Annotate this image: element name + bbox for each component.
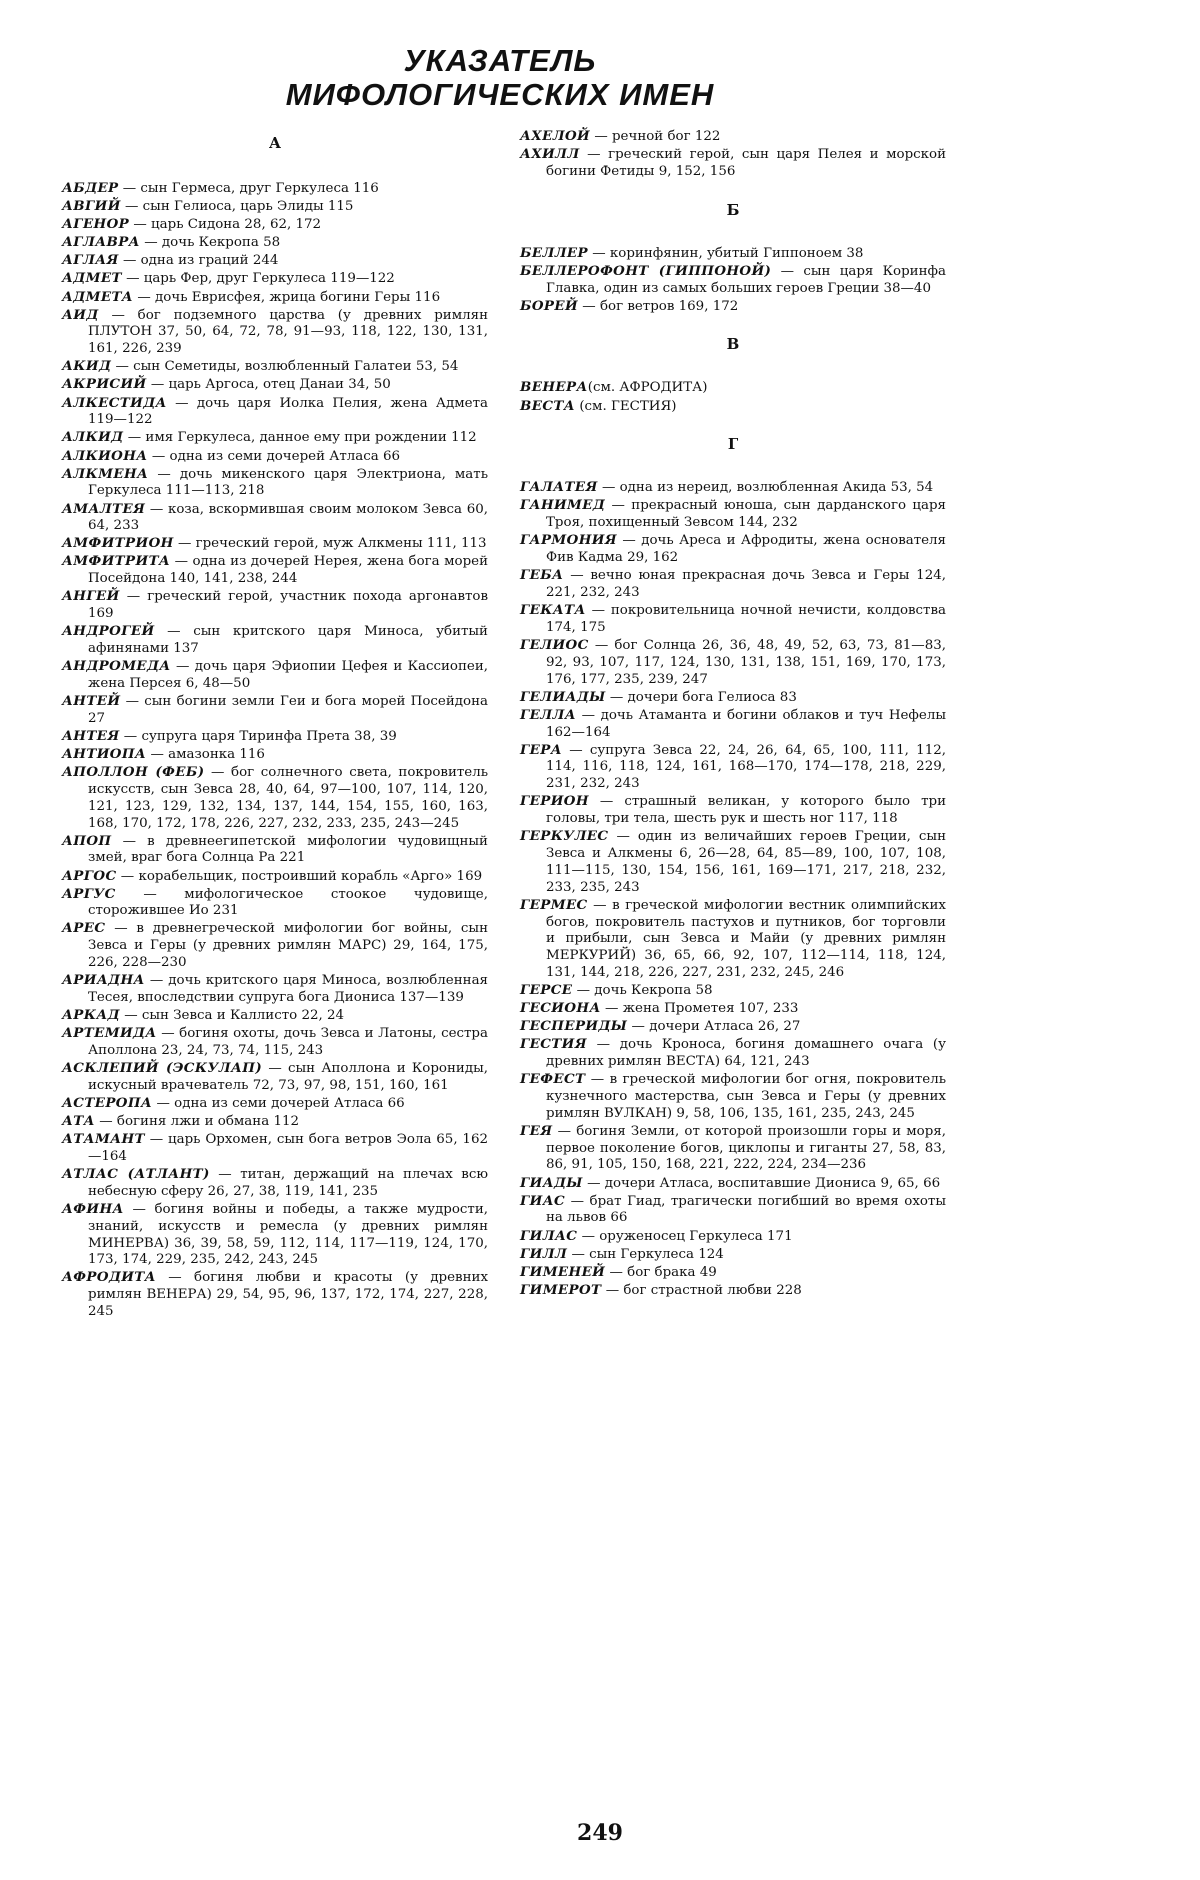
index-entry (520, 828, 946, 896)
entry-headword: ГАРМОНИЯ (520, 532, 618, 549)
index-entry (520, 1018, 946, 1036)
entry-headword: АПОП (62, 832, 112, 849)
entry-description: — жена Прометея 107, 233 (600, 1001, 799, 1017)
entry-description: — один из величайших героев Греции, сын Зевса и Алкмены 6, 26—28, 64, 85—89, 100, 107, 108, 111—115, 130, 154, 156, 161, 169—171, 217, 218, 232, 233, 235, 243 (546, 829, 946, 895)
index-entry (62, 623, 488, 658)
index-entry (520, 637, 946, 688)
entry-headword: АЛКЕСТИДА (62, 394, 167, 411)
index-entry (520, 1071, 946, 1122)
entry-description: — одна из нереид, возлюбленная Акида 53, 54 (597, 480, 934, 496)
index-entry (520, 1282, 946, 1300)
index-entry (62, 1095, 488, 1113)
entry-description: — дочери Атласа, воспитавшие Диониса 9, 65, 66 (582, 1175, 941, 1191)
title-line-2: МИФОЛОГИЧЕСКИХ ИМЕН (285, 77, 715, 112)
entry-description: — вечно юная прекрасная дочь Зевса и Геры 124, 221, 232, 243 (546, 568, 946, 601)
entry-description: — корабельщик, построивший корабль «Арго» 169 (116, 868, 483, 884)
index-entry (520, 263, 946, 298)
entry-headword: АГЛАЯ (62, 252, 119, 269)
entry-description: — царь Фер, друг Геркулеса 119—122 (121, 271, 395, 287)
entry-description: — богиня Земли, от которой произошли горы и моря, первое поколение богов, циклопы и гиганты 27, 58, 83, 86, 91, 105, 150, 168, 221, 222, 224, 234—236 (546, 1123, 946, 1173)
entry-headword: ВЕСТА (520, 397, 576, 414)
entry-headword: АГЛАВРА (62, 234, 140, 251)
index-entry (62, 833, 488, 868)
entry-headword: ГИЛЛ (520, 1245, 568, 1262)
index-entry (62, 972, 488, 1007)
entry-headword: АНГЕЙ (62, 588, 120, 605)
entry-headword: ГАНИМЕД (520, 497, 606, 514)
entry-description: — оруженосец Геркулеса 171 (577, 1228, 793, 1244)
entry-headword: ГИАДЫ (520, 1174, 583, 1191)
entry-description: — сын Гелиоса, царь Элиды 115 (120, 199, 354, 215)
entry-description: — мифологическое стоокое чудовище, сторожившее Ио 231 (88, 886, 488, 919)
index-entry (520, 1175, 946, 1193)
index-entry (520, 479, 946, 497)
entry-headword: АТЛАС (АТЛАНТ) (62, 1166, 210, 1183)
entry-headword: АФИНА (62, 1200, 124, 1217)
entry-headword: ГИМЕНЕЙ (520, 1263, 606, 1280)
entry-headword: АКИД (62, 358, 112, 375)
entry-description: — дочь Атаманта и богини облаков и туч Нефелы 162—164 (546, 707, 946, 740)
index-entry (62, 270, 488, 288)
entry-description: — супруга Зевса 22, 24, 26, 64, 65, 100, 111, 112, 114, 116, 118, 124, 161, 168—170, 174—178, 218, 229, 231, 232, 243 (546, 742, 946, 792)
entry-headword: АДМЕТ (62, 270, 122, 287)
entry-description: — царь Орхомен, сын бога ветров Эола 65, 162—164 (88, 1132, 488, 1164)
entry-description: — амазонка 116 (146, 747, 265, 763)
index-entry (520, 707, 946, 742)
entry-description: — бог солнечного света, покровитель искусств, сын Зевса 28, 40, 64, 97—100, 107, 114, 120, 121, 123, 129, 132, 134, 137, 144, 154, 155, 160, 163, 168, 170, 172, 178, 226, 227, 232, 233, 235, 243—245 (88, 765, 488, 831)
entry-description: — сын богини земли Геи и бога морей Посейдона 27 (88, 694, 488, 726)
index-entry (62, 180, 488, 198)
entry-headword: БОРЕЙ (520, 297, 579, 314)
entry-headword: АРКАД (62, 1007, 120, 1024)
index-entry (62, 1007, 488, 1025)
index-entry (520, 532, 946, 567)
entry-description: — греческий герой, участник похода аргонавтов 169 (88, 589, 488, 622)
section-letter: А (268, 134, 282, 152)
entry-description: — сын Зевса и Каллисто 22, 24 (119, 1008, 345, 1024)
left-column (62, 128, 488, 1321)
index-entry (520, 689, 946, 707)
entry-description: — дочь царя Эфиопии Цефея и Кассиопеи, жена Персея 6, 48—50 (88, 659, 488, 691)
entry-headword: ГЕБА (520, 567, 564, 584)
entry-headword: ГЕЛИАДЫ (520, 688, 606, 705)
entry-description: — дочь Еврисфея, жрица богини Геры 116 (133, 289, 441, 305)
entry-description: — дочь Кекропа 58 (140, 235, 281, 251)
index-entry (520, 897, 946, 982)
index-entry (62, 1025, 488, 1060)
entry-description: — сын критского царя Миноса, убитый афинянами 137 (88, 624, 488, 657)
entry-description: — сын Геркулеса 124 (567, 1246, 724, 1262)
page-number: 249 (577, 1820, 623, 1846)
entry-description: — богиня лжи и обмана 112 (94, 1114, 300, 1130)
index-entry (62, 728, 488, 746)
index-entry (520, 602, 946, 637)
entry-headword: АБДЕР (62, 180, 119, 196)
entry-description: — царь Аргоса, отец Данаи 34, 50 (146, 377, 391, 393)
entry-description: — бог Солнца 26, 36, 48, 49, 52, 63, 73, 81—83, 92, 93, 107, 117, 124, 130, 131, 138, 151, 169, 170, 173, 176, 177, 235, 239, 247 (546, 638, 946, 687)
index-entry (62, 920, 488, 971)
index-entry (520, 567, 946, 602)
entry-headword: АНТИОПА (62, 746, 147, 763)
entry-description: — дочери Атласа 26, 27 (627, 1019, 801, 1035)
index-entry (62, 1113, 488, 1131)
entry-description: — дочь царя Иолка Пелия, жена Адмета 119—122 (88, 395, 488, 428)
entry-headword: ГЕСПЕРИДЫ (520, 1018, 628, 1035)
entry-description: — сын царя Коринфа Главка, один из самых больших героев Греции 38—40 (546, 263, 946, 296)
entry-headword: ГЕРКУЛЕС (520, 828, 609, 845)
entry-description: — дочь микенского царя Электриона, мать Геркулеса 111—113, 218 (88, 466, 488, 499)
entry-headword: АХЕЛОЙ (520, 128, 591, 144)
entry-headword: АМФИТРИОН (62, 535, 174, 552)
index-entry (62, 693, 488, 728)
entry-headword: АЛКИД (62, 429, 124, 446)
index-entry (62, 588, 488, 623)
index-entry (62, 764, 488, 832)
entry-headword: АНДРОГЕЙ (62, 623, 155, 640)
entry-headword: ГЕРА (520, 741, 563, 758)
entry-description: — дочь Ареса и Афродиты, жена основателя Фив Кадма 29, 162 (546, 533, 946, 566)
index-entry (62, 1166, 488, 1201)
entry-description: — сын Аполлона и Корониды, искусный врачеватель 72, 73, 97, 98, 151, 160, 161 (88, 1061, 488, 1093)
entry-headword: ГЕСИОНА (520, 1000, 601, 1017)
entry-headword: ВЕНЕРА (520, 379, 588, 396)
index-entry (520, 245, 946, 263)
index-entry (520, 793, 946, 828)
entry-headword: АРЕС (62, 920, 106, 937)
index-entry (62, 535, 488, 553)
entry-headword: АДМЕТА (62, 288, 134, 305)
index-entry (62, 1269, 488, 1320)
section-letter: Г (727, 435, 739, 454)
entry-description: — одна из граций 244 (118, 253, 279, 269)
index-entry (520, 1264, 946, 1282)
entry-headword: ГАЛАТЕЯ (520, 479, 598, 496)
entry-headword: ГЕСТИЯ (520, 1036, 587, 1053)
index-entry (520, 398, 946, 416)
index-entry (62, 658, 488, 693)
entry-description: — богиня любви и красоты (у древних римлян ВЕНЕРА) 29, 54, 95, 96, 137, 172, 174, 227, 228, 245 (88, 1270, 488, 1319)
entry-headword: БЕЛЛЕР (520, 244, 589, 261)
index-entry (62, 234, 488, 252)
entry-description: — богиня войны и победы, а также мудрости, знаний, искусств и ремесла (у древних римлян МИНЕРВА) 36, 39, 58, 59, 112, 114, 117—119, 124, 170, 173, 174, 229, 235, 242, 243, 245 (88, 1201, 488, 1268)
index-entry (62, 307, 488, 358)
entry-description: — дочь критского царя Миноса, возлюбленная Тесея, впоследствии супруга бога Диониса 137—139 (88, 973, 488, 1005)
entry-description: (см. ГЕСТИЯ) (575, 398, 677, 414)
entry-description: — греческий герой, муж Алкмены 111, 113 (173, 536, 487, 552)
entry-description: — брат Гиад, трагически погибший во время охоты на львов 66 (546, 1193, 946, 1226)
entry-headword: АЛКИОНА (62, 447, 148, 464)
entry-headword: ГЕРМЕС (520, 896, 588, 913)
entry-description: — бог подземного царства (у древних римлян ПЛУТОН 37, 50, 64, 72, 78, 91—93, 118, 122, 130, 131, 161, 226, 239 (88, 307, 488, 357)
entry-description: — речной бог 122 (590, 129, 721, 144)
entry-headword: АМФИТРИТА (62, 553, 171, 570)
entry-headword: ГЕЯ (520, 1122, 553, 1139)
entry-headword: АТАМАНТ (62, 1131, 145, 1148)
entry-headword: ГЕЛЛА (520, 706, 577, 723)
entry-description: — дочери бога Гелиоса 83 (605, 689, 797, 705)
entry-description: — сын Гермеса, друг Геркулеса 116 (118, 181, 379, 196)
entry-headword: АВГИЙ (62, 198, 121, 215)
entry-headword: АТА (62, 1113, 95, 1130)
index-entry (62, 358, 488, 376)
index-entry (520, 1228, 946, 1246)
entry-description: — супруга царя Тиринфа Прета 38, 39 (119, 728, 397, 744)
entry-headword: АСТЕРОПА (62, 1094, 153, 1111)
index-entry (62, 216, 488, 234)
index-entry (520, 146, 946, 181)
index-entry (62, 1060, 488, 1095)
entry-headword: АНДРОМЕДА (62, 658, 171, 675)
entry-description: — бог страстной любви 228 (601, 1282, 802, 1298)
index-entry (62, 466, 488, 501)
index-entry (62, 501, 488, 536)
entry-description: — покровительница ночной нечисти, колдовства 174, 175 (546, 603, 946, 635)
entry-description: — в греческой мифологии бог огня, покровитель кузнечного мастерства, сын Зевса и Геры (у древних римлян ВУЛКАН) 9, 58, 106, 135, 161, 235, 243, 245 (546, 1072, 946, 1121)
entry-headword: АРТЕМИДА (62, 1025, 157, 1042)
right-column (520, 128, 946, 1300)
entry-headword: ГЕФЕСТ (520, 1071, 586, 1088)
entry-headword: АИД (62, 306, 99, 323)
entry-headword: ГЕРСЕ (520, 982, 573, 999)
entry-headword: ГИМЕРОТ (520, 1281, 602, 1298)
entry-description: — страшный великан, у которого было три головы, три тела, шесть рук и шесть ног 117, 118 (546, 794, 946, 827)
entry-description: — прекрасный юноша, сын дарданского царя Троя, похищенный Зевсом 144, 232 (546, 498, 946, 531)
entry-description: — имя Геркулеса, данное ему при рождении 112 (123, 430, 477, 446)
entry-headword: ГЕЛИОС (520, 637, 589, 654)
index-entry (520, 1193, 946, 1228)
index-entry (62, 252, 488, 270)
page-title (0, 44, 1000, 112)
entry-headword: АРИАДНА (62, 972, 145, 989)
index-entry (62, 868, 488, 886)
section-letter: В (726, 335, 740, 354)
index-entry (520, 1036, 946, 1071)
entry-description: — титан, держащий на плечах всю небесную сферу 26, 27, 38, 119, 141, 235 (88, 1167, 488, 1199)
entry-headword: ГЕКАТА (520, 602, 586, 619)
entry-description: — коза, вскормившая своим молоком Зевса 60, 64, 233 (88, 501, 488, 534)
entry-headword: ГЕРИОН (520, 793, 589, 810)
index-entry (520, 379, 946, 397)
entry-headword: БЕЛЛЕРОФОНТ (ГИППОНОЙ) (520, 262, 772, 279)
entry-description: — дочь Кроноса, богиня домашнего очага (у древних римлян ВЕСТА) 64, 121, 243 (546, 1037, 946, 1070)
entry-headword: ГИАС (520, 1192, 566, 1209)
entry-headword: АРГОС (62, 867, 117, 884)
entry-headword: АПОЛЛОН (ФЕБ) (62, 764, 205, 781)
index-entry (520, 497, 946, 532)
index-entry (62, 198, 488, 216)
entry-description: — царь Сидона 28, 62, 172 (129, 217, 322, 233)
index-entry (520, 128, 946, 146)
entry-description: — греческий герой, сын царя Пелея и морской богини Фетиды 9, 152, 156 (546, 147, 946, 179)
index-entry (62, 448, 488, 466)
title-line-1: УКАЗАТЕЛЬ (403, 43, 597, 78)
index-entry (62, 746, 488, 764)
index-entry (520, 298, 946, 316)
index-entry (62, 289, 488, 307)
index-entry (62, 553, 488, 588)
index-entry (62, 1201, 488, 1269)
index-entry (62, 429, 488, 447)
entry-headword: АЛКМЕНА (62, 465, 149, 482)
index-entry (520, 742, 946, 793)
entry-description: — одна из дочерей Нерея, жена бога морей Посейдона 140, 141, 238, 244 (88, 554, 488, 587)
entry-headword: АФРОДИТА (62, 1269, 156, 1286)
index-entry (520, 1000, 946, 1018)
entry-description: — коринфянин, убитый Гиппоноем 38 (588, 245, 864, 261)
entry-headword: АНТЕЯ (62, 727, 120, 744)
entry-description: — в греческой мифологии вестник олимпийских богов, покровитель пастухов и путников, бог торговли и прибыли, сын Зевса и Майи (у древних римлян МЕРКУРИЙ) 36, 65, 66, 92, 107, 112—114, 118, 124, 131, 144, 218, 226, 227, 231, 232, 245, 246 (546, 897, 946, 980)
entry-headword: АМАЛТЕЯ (62, 500, 146, 517)
index-entry (62, 376, 488, 394)
entry-headword: АСКЛЕПИЙ (ЭСКУЛАП) (62, 1060, 263, 1077)
index-entry (62, 395, 488, 430)
entry-description: — в древнеегипетской мифологии чудовищный змей, враг бога Солнца Ра 221 (88, 833, 488, 866)
entry-description: — дочь Кекропа 58 (572, 983, 713, 999)
entry-description: — в древнегреческой мифологии бог войны, сын Зевса и Геры (у древних римлян МАРС) 29, 164, 175, 226, 228—230 (88, 921, 488, 971)
index-entry (520, 1246, 946, 1264)
entry-description: — бог брака 49 (605, 1264, 717, 1280)
entry-description: — одна из семи дочерей Атласа 66 (152, 1095, 405, 1111)
entry-headword: АКРИСИЙ (62, 376, 147, 393)
entry-headword: ГИЛАС (520, 1227, 578, 1244)
index-entry (62, 1131, 488, 1166)
entry-headword: АРГУС (62, 885, 116, 902)
entry-headword: АНТЕЙ (62, 693, 121, 710)
entry-headword: АГЕНОР (62, 216, 130, 233)
section-letter: Б (726, 200, 740, 219)
entry-description: — бог ветров 169, 172 (578, 298, 739, 314)
entry-description: — сын Семетиды, возлюбленный Галатеи 53, 54 (111, 359, 459, 375)
entry-description: — одна из семи дочерей Атласа 66 (147, 448, 401, 464)
index-entry (520, 982, 946, 1000)
entry-description: — богиня охоты, дочь Зевса и Латоны, сестра Аполлона 23, 24, 73, 74, 115, 243 (88, 1026, 488, 1058)
entry-description: (см. АФРОДИТА) (587, 380, 708, 396)
index-entry (520, 1123, 946, 1174)
index-entry (62, 886, 488, 921)
entry-headword: АХИЛЛ (520, 146, 580, 163)
